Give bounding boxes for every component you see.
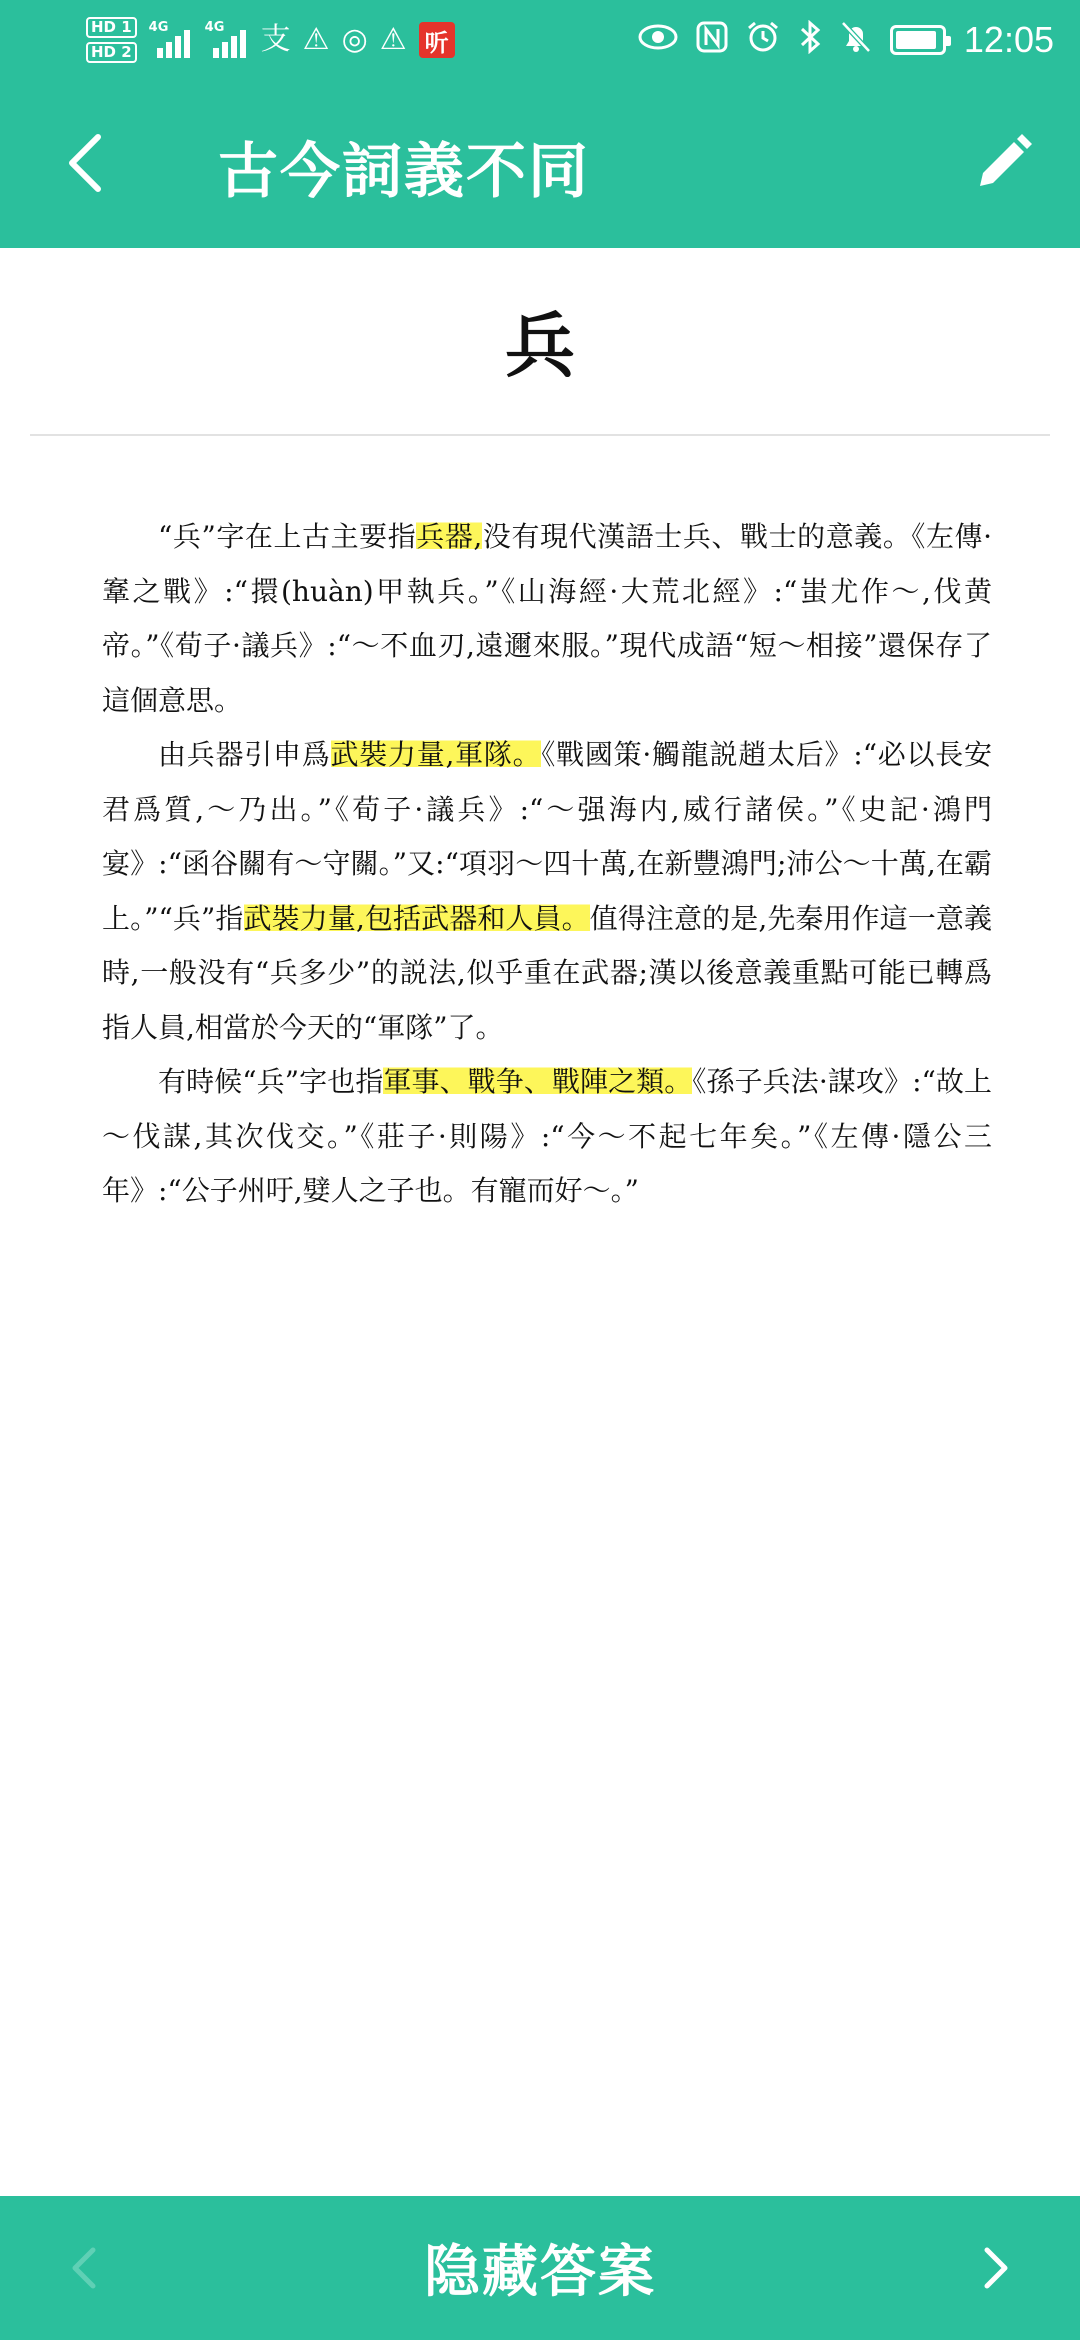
- alipay-icon: 支: [260, 22, 291, 57]
- passage-text: 《孫子兵法·謀攻》:“故上～伐謀,其次伐交。”《莊子·則陽》:“今～不起七年矣。”《左傳·隱公三年》:“公子州吁,嬖人之子也。有寵而好～。”: [102, 1065, 992, 1207]
- passage-text: 《戰國策·觸龍説趙太后》:“必以長安君爲質,～乃出。”《荀子·議兵》:“～强海内,威行諸侯。”《史記·鴻門宴》:“函谷關有～守關。”又:“項羽～四十萬,在新豐鴻門;沛公～十萬,在霸上。”“兵”指: [102, 738, 992, 935]
- sim2-badge: HD 2: [86, 42, 137, 63]
- passage-text: “兵”字在上古主要指: [158, 520, 417, 553]
- hide-answer-button[interactable]: 隐藏答案: [424, 2240, 656, 2305]
- signal-2-icon: 4G: [205, 22, 249, 58]
- highlighted-text: 武裝力量,軍隊。: [330, 738, 542, 771]
- chevron-left-icon: [62, 131, 106, 195]
- pencil-icon: [974, 132, 1034, 192]
- warning-icon: ⚠: [379, 22, 407, 57]
- nfc-icon: [696, 21, 728, 60]
- divider: [30, 434, 1050, 436]
- app-bar: [0, 78, 1080, 248]
- passage-text: 有時候“兵”字也指: [158, 1065, 384, 1098]
- mute-icon: [840, 20, 872, 61]
- back-button[interactable]: [44, 118, 124, 208]
- edit-button[interactable]: [964, 122, 1044, 202]
- bottom-bar: [0, 2196, 1080, 2340]
- previous-button[interactable]: [44, 2228, 124, 2308]
- passage-paragraph: [102, 510, 992, 728]
- page-title: 古今詞義不同: [218, 137, 590, 207]
- status-left: [86, 10, 455, 70]
- passage-text: 由兵器引申爲: [158, 738, 331, 771]
- alarm-icon: [746, 20, 780, 61]
- sim1-badge: HD 1: [86, 17, 137, 38]
- highlighted-text: 武裝力量,包括武器和人員。: [243, 901, 590, 935]
- hotspot-icon: ◎: [341, 22, 368, 57]
- explanation-passage: [102, 510, 992, 1219]
- sim-indicators: [86, 17, 137, 63]
- highlighted-text: 軍事、戰争、戰陣之類。: [383, 1065, 693, 1098]
- passage-text: 值得注意的是,先秦用作這一意義時,一般没有“兵多少”的説法,似乎重在武器;漢以後意義重點可能已轉爲指人員,相當於今天的“軍隊”了。: [102, 901, 993, 1044]
- app-notification-icon: 听: [419, 22, 455, 58]
- status-time: 12:05: [963, 19, 1054, 60]
- warning-icon: ⚠: [302, 22, 330, 57]
- status-bar: [0, 0, 1080, 78]
- battery-icon: [890, 25, 946, 55]
- next-button[interactable]: [956, 2228, 1036, 2308]
- eye-icon: [638, 22, 678, 58]
- bluetooth-icon: [798, 20, 822, 61]
- passage-paragraph: [102, 1055, 992, 1219]
- chevron-left-icon: [69, 2244, 99, 2292]
- signal-1-icon: 4G: [149, 22, 193, 58]
- passage-text: 没有現代漢語士兵、戰士的意義。《左傳·鞌之戰》:“擐(huàn)甲執兵。”《山海經·大荒北經》:“蚩尤作～,伐黄帝。”《荀子·議兵》:“～不血刃,遠邇來服。”現代成語“短～相接”還保存了這個意思。: [102, 520, 993, 717]
- status-right: [638, 14, 1054, 66]
- chevron-right-icon: [981, 2244, 1011, 2292]
- word-heading: 兵: [505, 304, 575, 387]
- highlighted-text: 兵器,: [416, 520, 483, 553]
- passage-paragraph: [102, 728, 992, 1055]
